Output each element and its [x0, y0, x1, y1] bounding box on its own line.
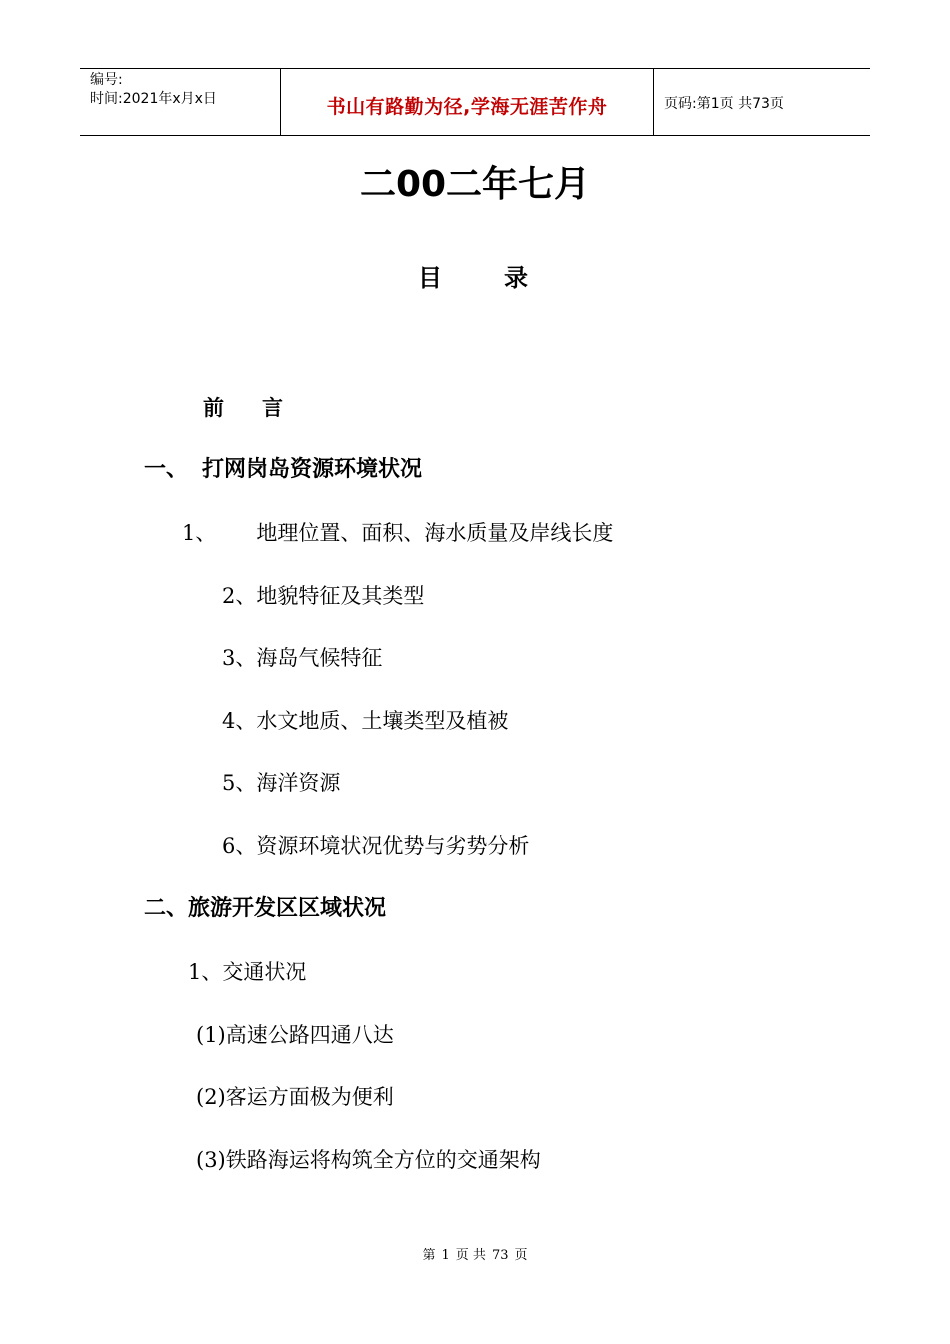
item1-1-number: 1、 [182, 521, 217, 545]
section1-number: 一、 [144, 457, 189, 482]
page-info: 页码:第1页 共73页 [664, 96, 784, 112]
toc-entry-2-1[interactable]: 1、交通状况 [188, 960, 307, 984]
header-page-cell [654, 69, 870, 135]
preface-char1: 前 [203, 396, 224, 420]
page-footer [0, 1247, 950, 1265]
footer-page-number: 1 [441, 1248, 450, 1263]
page-header [80, 68, 870, 136]
footer-suffix: 页 [514, 1248, 528, 1263]
toc-entry-2-1-1[interactable]: (1)高速公路四通八达 [196, 1023, 394, 1047]
number-label: 编号: [90, 72, 123, 88]
toc-entry-2-1-3[interactable]: (3)铁路海运将构筑全方位的交通架构 [196, 1148, 541, 1172]
document-date-title: 二00二年七月 [359, 164, 591, 205]
toc-entry-preface[interactable] [203, 394, 283, 422]
toc-entry-1-4[interactable]: 4、水文地质、土壤类型及植被 [222, 709, 509, 733]
toc-entry-1-2[interactable]: 2、地貌特征及其类型 [222, 584, 425, 608]
toc-entry-section2[interactable]: 二、旅游开发区区域状况 [144, 896, 387, 921]
item1-1-title: 地理位置、面积、海水质量及岸线长度 [256, 521, 614, 545]
header-motto-cell [281, 69, 654, 135]
toc-entry-1-5[interactable]: 5、海洋资源 [222, 771, 341, 795]
toc-entry-2-1-2[interactable]: (2)客运方面极为便利 [196, 1085, 394, 1109]
footer-middle: 页 共 [455, 1248, 486, 1263]
toc-heading [418, 262, 528, 294]
toc-heading-char2: 录 [504, 264, 528, 292]
toc-entry-1-1[interactable] [182, 519, 613, 547]
header-meta-cell [80, 69, 281, 135]
time-label: 时间:2021年x月x日 [90, 91, 217, 107]
toc-entry-1-3[interactable]: 3、海岛气候特征 [222, 646, 383, 670]
preface-char2: 言 [262, 396, 283, 420]
footer-total-pages: 73 [491, 1248, 509, 1263]
toc-entry-1-6[interactable]: 6、资源环境状况优势与劣势分析 [222, 834, 530, 858]
section1-title: 打网岗岛资源环境状况 [202, 457, 423, 482]
motto-text: 书山有路勤为径,学海无涯苦作舟 [326, 95, 608, 118]
toc-heading-char1: 目 [418, 264, 442, 292]
footer-prefix: 第 [422, 1248, 436, 1263]
toc-entry-section1[interactable] [144, 456, 422, 484]
